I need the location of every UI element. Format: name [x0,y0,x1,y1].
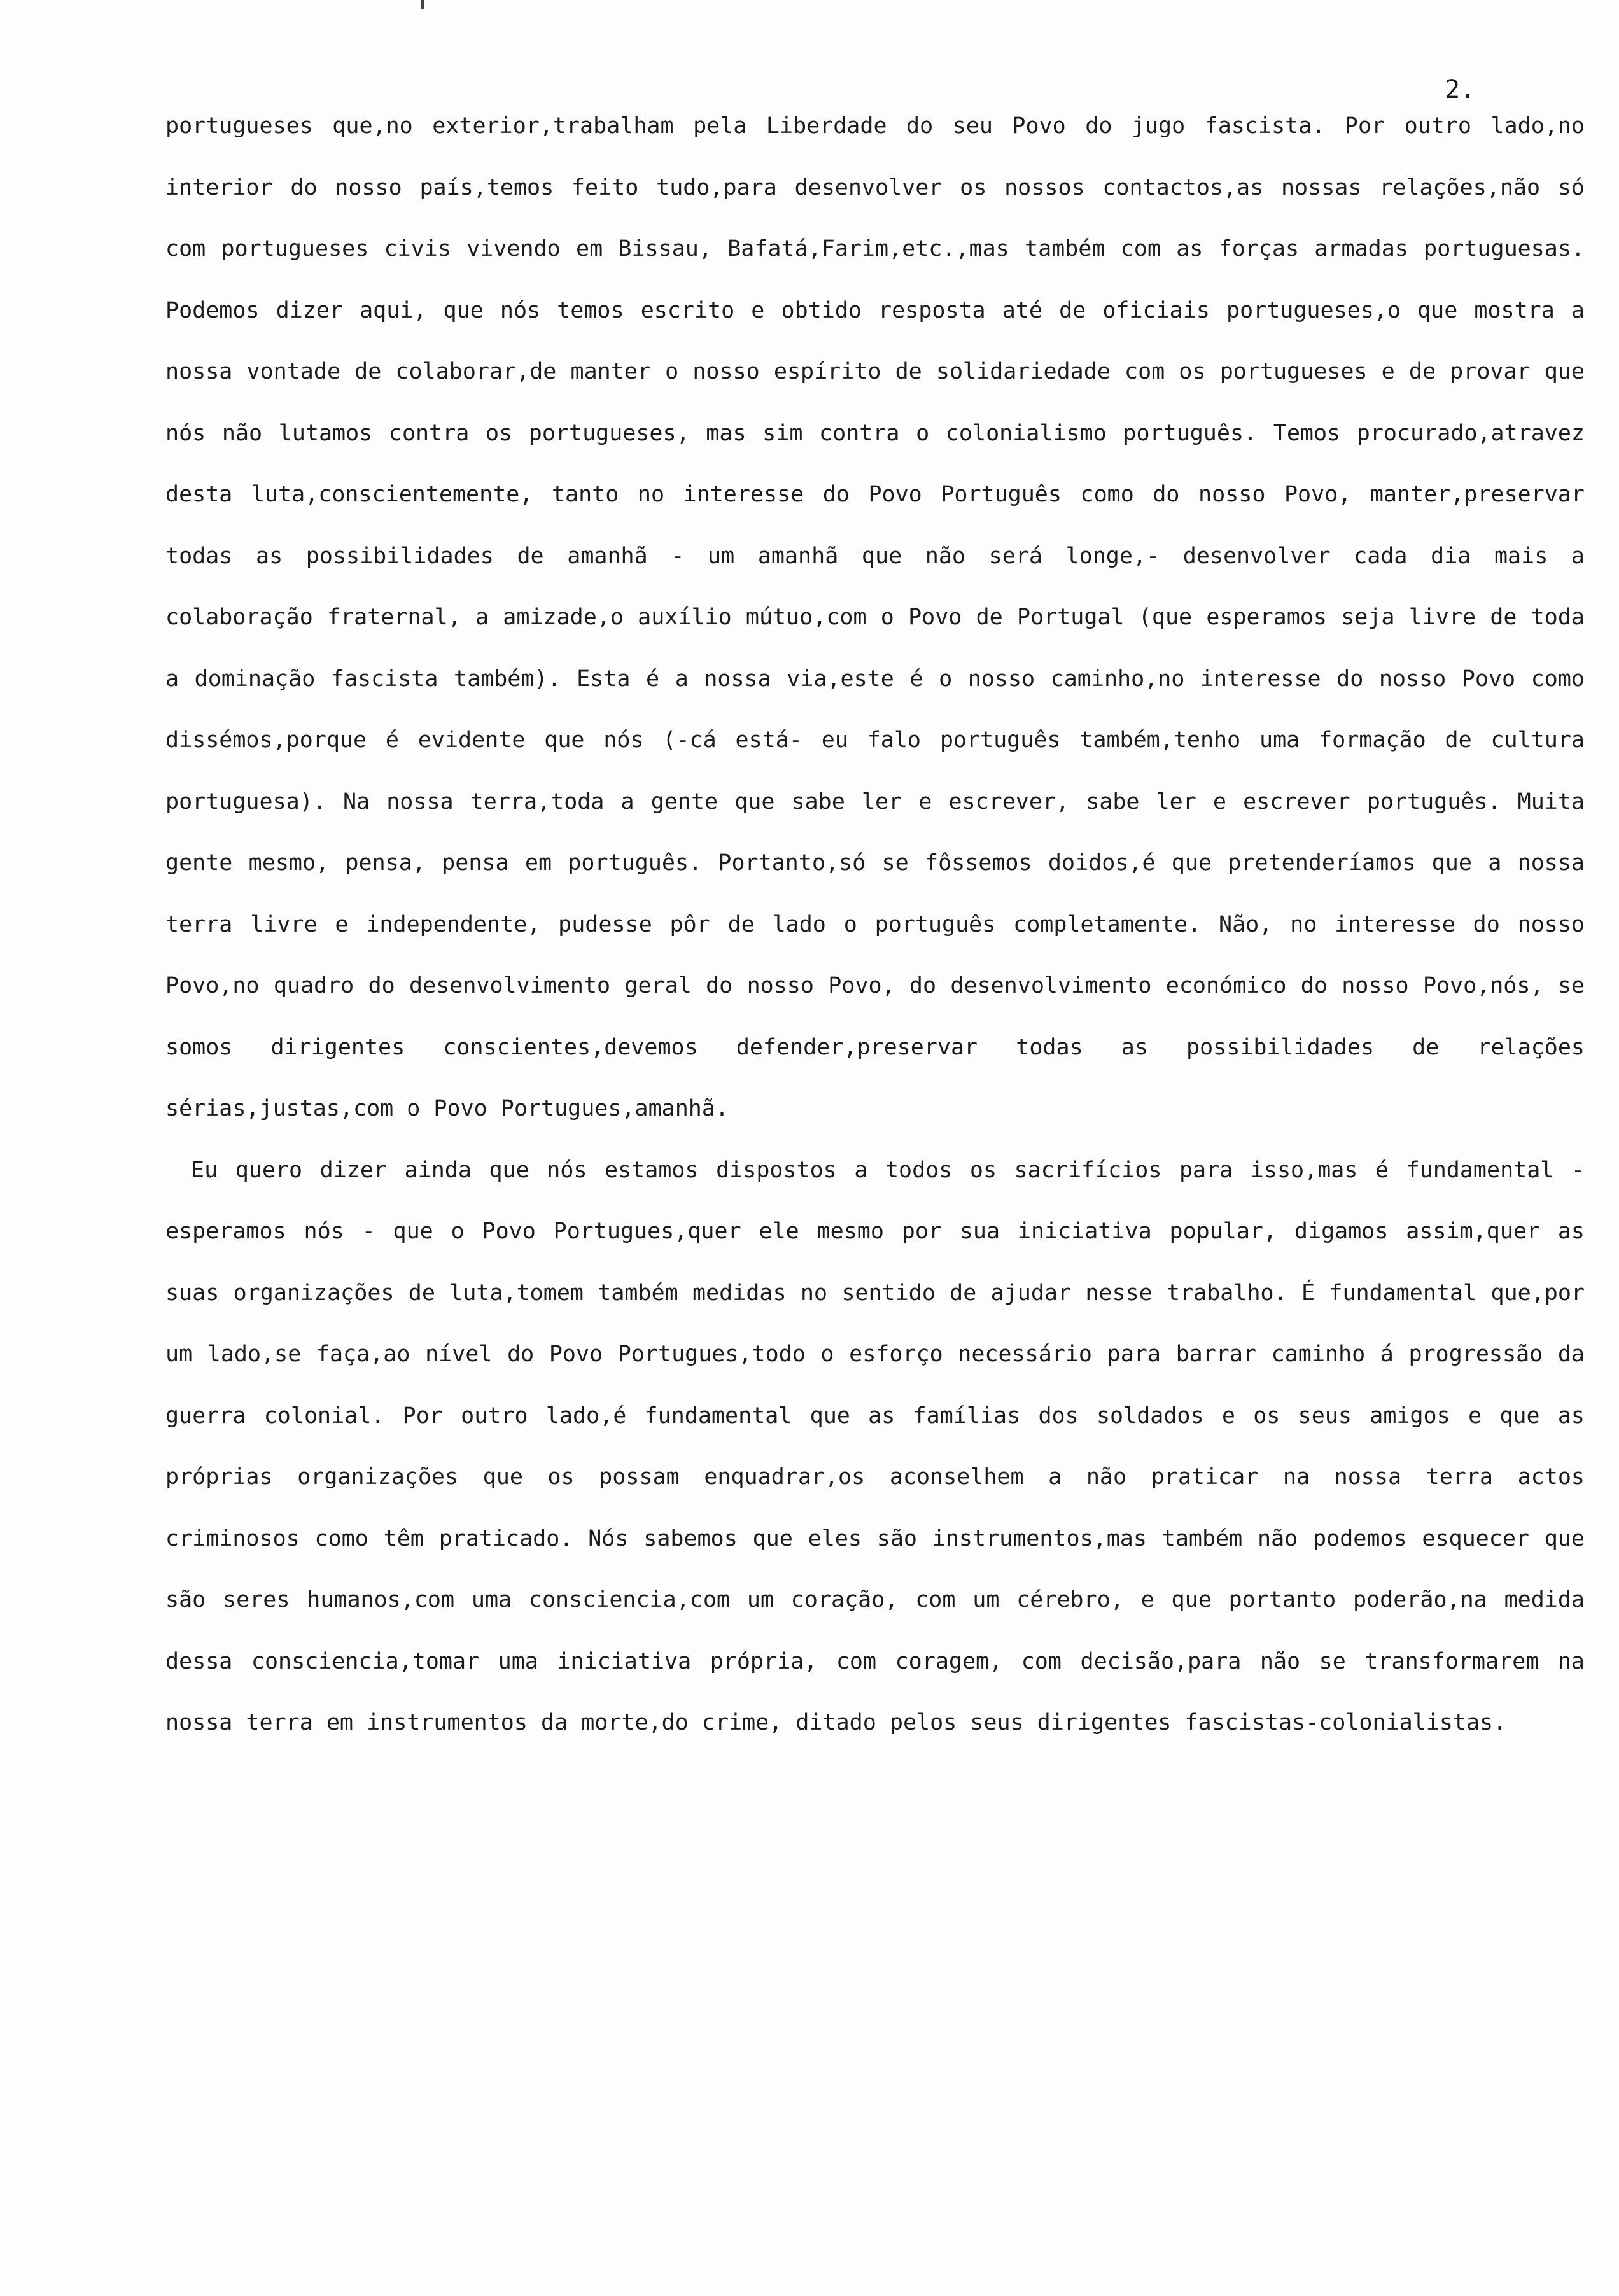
body-text [165,95,1585,1754]
paragraph-2: Eu quero dizer ainda que nós estamos dispostos a todos os sacrifícios para isso,mas é fundamental - esperamos nós - que o Povo Portugues,quer ele mesmo por sua iniciativa popular, digamos assim,quer as suas organizações de luta,tomem também medidas no sentido de ajudar nesse trabalho. É fundamental que,por um lado,se faça,ao nível do Povo Portugues,todo o esforço necessário para barrar caminho á progressão da guerra colonial. Por outro lado,é fundamental que as famílias dos soldados e os seus amigos e que as próprias organizações que os possam enquadrar,os aconselhem a não praticar na nossa terra actos criminosos como têm praticado. Nós sabemos que eles são instrumentos,mas também não podemos esquecer que são seres humanos,com uma consciencia,com um coração, com um cérebro, e que portanto poderão,na medida dessa consciencia,tomar uma iniciativa própria, com coragem, com decisão,para não se transformarem na nossa terra em instrumentos da morte,do crime, ditado pelos seus dirigentes fascistas-colonialistas. [165,1157,1585,1735]
stray-pen-mark [421,0,424,9]
paragraph-1: portugueses que,no exterior,trabalham pela Liberdade do seu Povo do jugo fascista. Por outro lado,no interior do nosso país,temos feito tudo,para desenvolver os nossos contactos,as nossas relações,não só com portugueses civis vivendo em Bissau, Bafatá,Farim,etc.,mas também com as forças armadas portuguesas. Podemos dizer aqui, que nós temos escrito e obtido resposta até de oficiais portugueses,o que mostra a nossa vontade de colaborar,de manter o nosso espírito de solidariedade com os portugueses e de provar que nós não lutamos contra os portugueses, mas sim contra o colonialismo português. Temos procurado,atravez desta luta,conscientemente, tanto no interesse do Povo Português como do nosso Povo, manter,preservar todas as possibilidades de amanhã - um amanhã que não será longe,- desenvolver cada dia mais a colaboração fraternal, a amizade,o auxílio mútuo,com o Povo de Portugal (que esperamos seja livre de toda a dominação fascista também). Esta é a nossa via,este é o nosso caminho,no interesse do nosso Povo como dissémos,porque é evidente que nós (-cá está- eu falo português também,tenho uma formação de cultura portuguesa). Na nossa terra,toda a gente que sabe ler e escrever, sabe ler e escrever português. Muita gente mesmo, pensa, pensa em português. Portanto,só se fôssemos doidos,é que pretenderíamos que a nossa terra livre e independente, pudesse pôr de lado o português completamente. Não, no interesse do nosso Povo,no quadro do desenvolvimento geral do nosso Povo, do desenvolvimento económico do nosso Povo,nós, se somos dirigentes conscientes,devemos defender,preservar todas as possibilidades de relações sérias,justas,com o Povo Portugues,amanhã. [165,113,1585,1121]
page-number: 2. [1445,75,1476,104]
